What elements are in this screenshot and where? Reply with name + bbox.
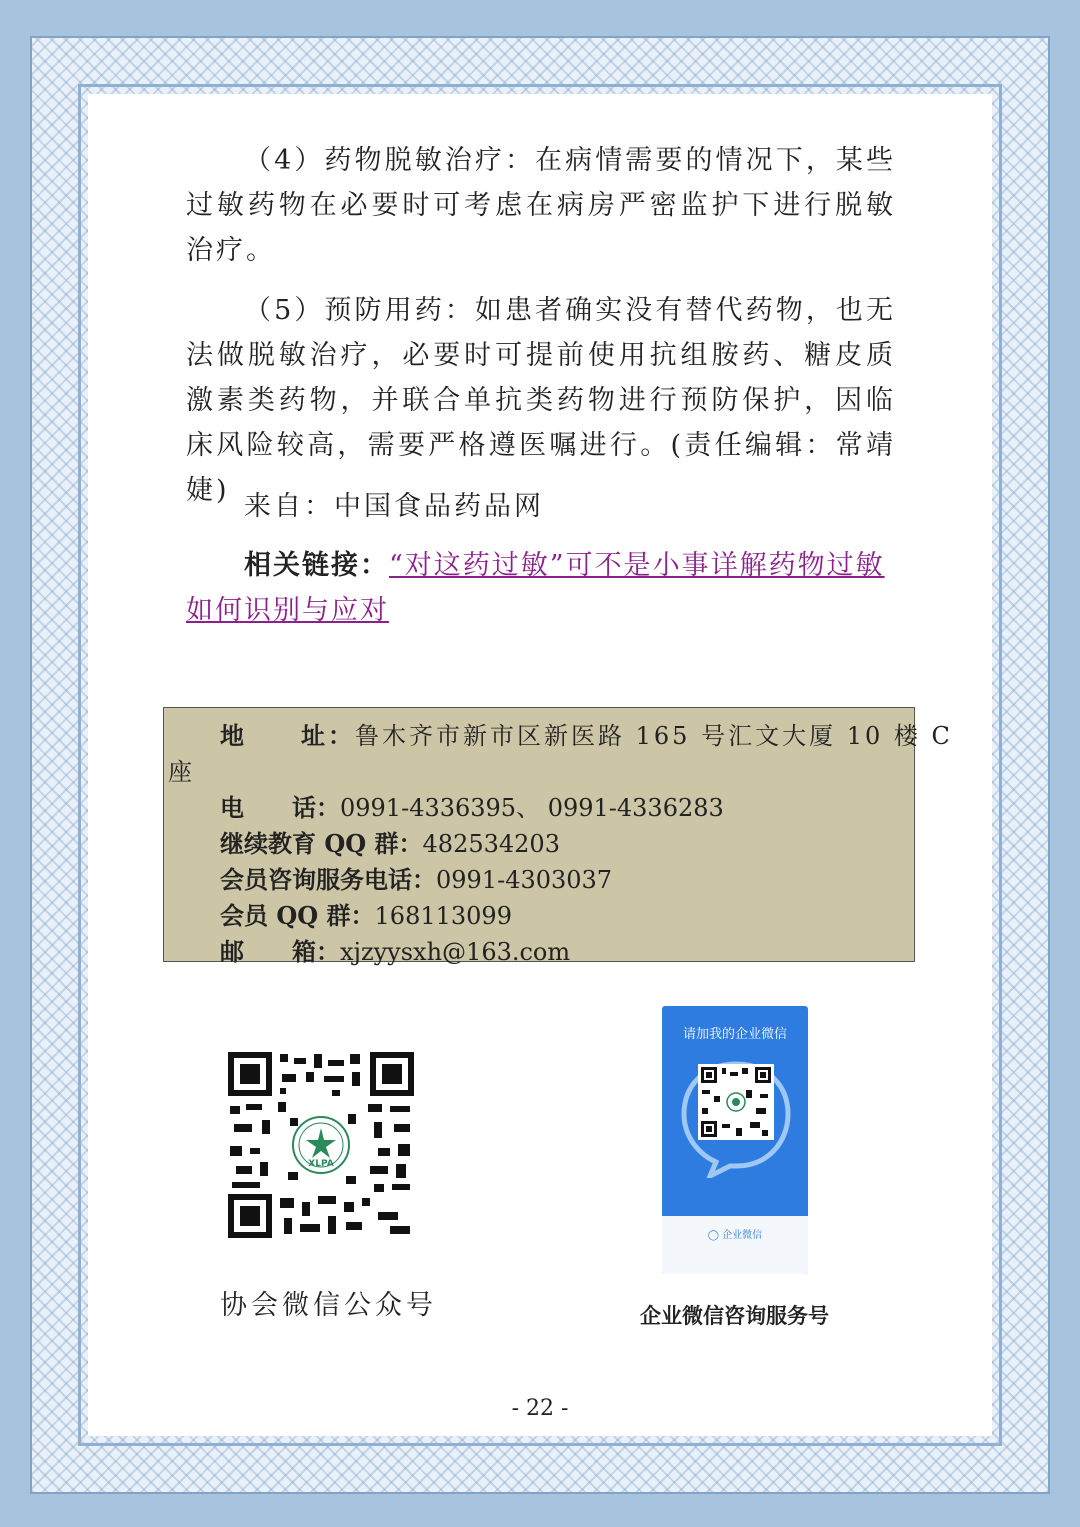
address-label: 地 址： [220, 721, 355, 750]
wecom-qr-code [680, 1058, 792, 1178]
wechat-official-qr-code [228, 1052, 414, 1238]
address-continuation: 座 [168, 758, 192, 786]
address-row [220, 716, 953, 751]
wecom-card [662, 1006, 808, 1274]
source-line: 来自：中国食品药品网 [244, 491, 544, 522]
wecom-card-footer [662, 1216, 808, 1274]
page-number: - 22 - [511, 1396, 569, 1421]
phone-label: 电 话： [220, 793, 340, 822]
related-link-label: 相关链接： [244, 550, 389, 581]
qq-edu-row [220, 824, 560, 859]
related-link-block [186, 543, 898, 633]
member-phone-row [220, 860, 612, 895]
wechat-official-caption: 协会微信公众号 [220, 1290, 437, 1321]
phone-row [220, 788, 724, 823]
wecom-caption: 企业微信咨询服务号 [640, 1303, 829, 1328]
wecom-icon: ◯ [707, 1230, 719, 1241]
member-qq-row [220, 896, 512, 931]
paragraph-desensitization: （4）药物脱敏治疗：在病情需要的情况下，某些过敏药物在必要时可考虑在病房严密监护下进行脱敏治疗。 [186, 145, 896, 266]
member-qq-value: 168113099 [374, 902, 512, 930]
wecom-card-title: 请加我的企业微信 [682, 1027, 787, 1042]
qr-logo-text: XLPA [308, 1159, 334, 1169]
member-phone-value: 0991-4303037 [436, 866, 613, 894]
address-value: 鲁木齐市新市区新医路 165 号汇文大厦 10 楼 C [355, 722, 953, 750]
paragraph-prevention: （5）预防用药：如患者确实没有替代药物，也无法做脱敏治疗，必要时可提前使用抗组胺药、糖皮质激素类药物，并联合单抗类药物进行预防保护，因临床风险较高，需要严格遵医嘱进行。(责任编辑：常靖婕) [186, 295, 896, 506]
wecom-brand [662, 1226, 808, 1241]
member-phone-label: 会员咨询服务电话： [220, 865, 436, 894]
email-label: 邮 箱： [220, 937, 340, 966]
qq-edu-label: 继续教育 QQ 群： [220, 829, 423, 858]
related-article-link[interactable]: “对这药过敏”可不是小事详解药物过敏如何识别与应对 [186, 550, 885, 626]
qq-edu-value: 482534203 [422, 830, 560, 858]
email-row [220, 932, 570, 967]
phone-value: 0991-4336395、 0991-4336283 [340, 794, 724, 822]
wecom-brand-text: 企业微信 [722, 1230, 763, 1241]
member-qq-label: 会员 QQ 群： [220, 901, 375, 930]
email-value[interactable]: xjzyysxh@163.com [340, 938, 571, 966]
contact-info-box [163, 707, 953, 966]
